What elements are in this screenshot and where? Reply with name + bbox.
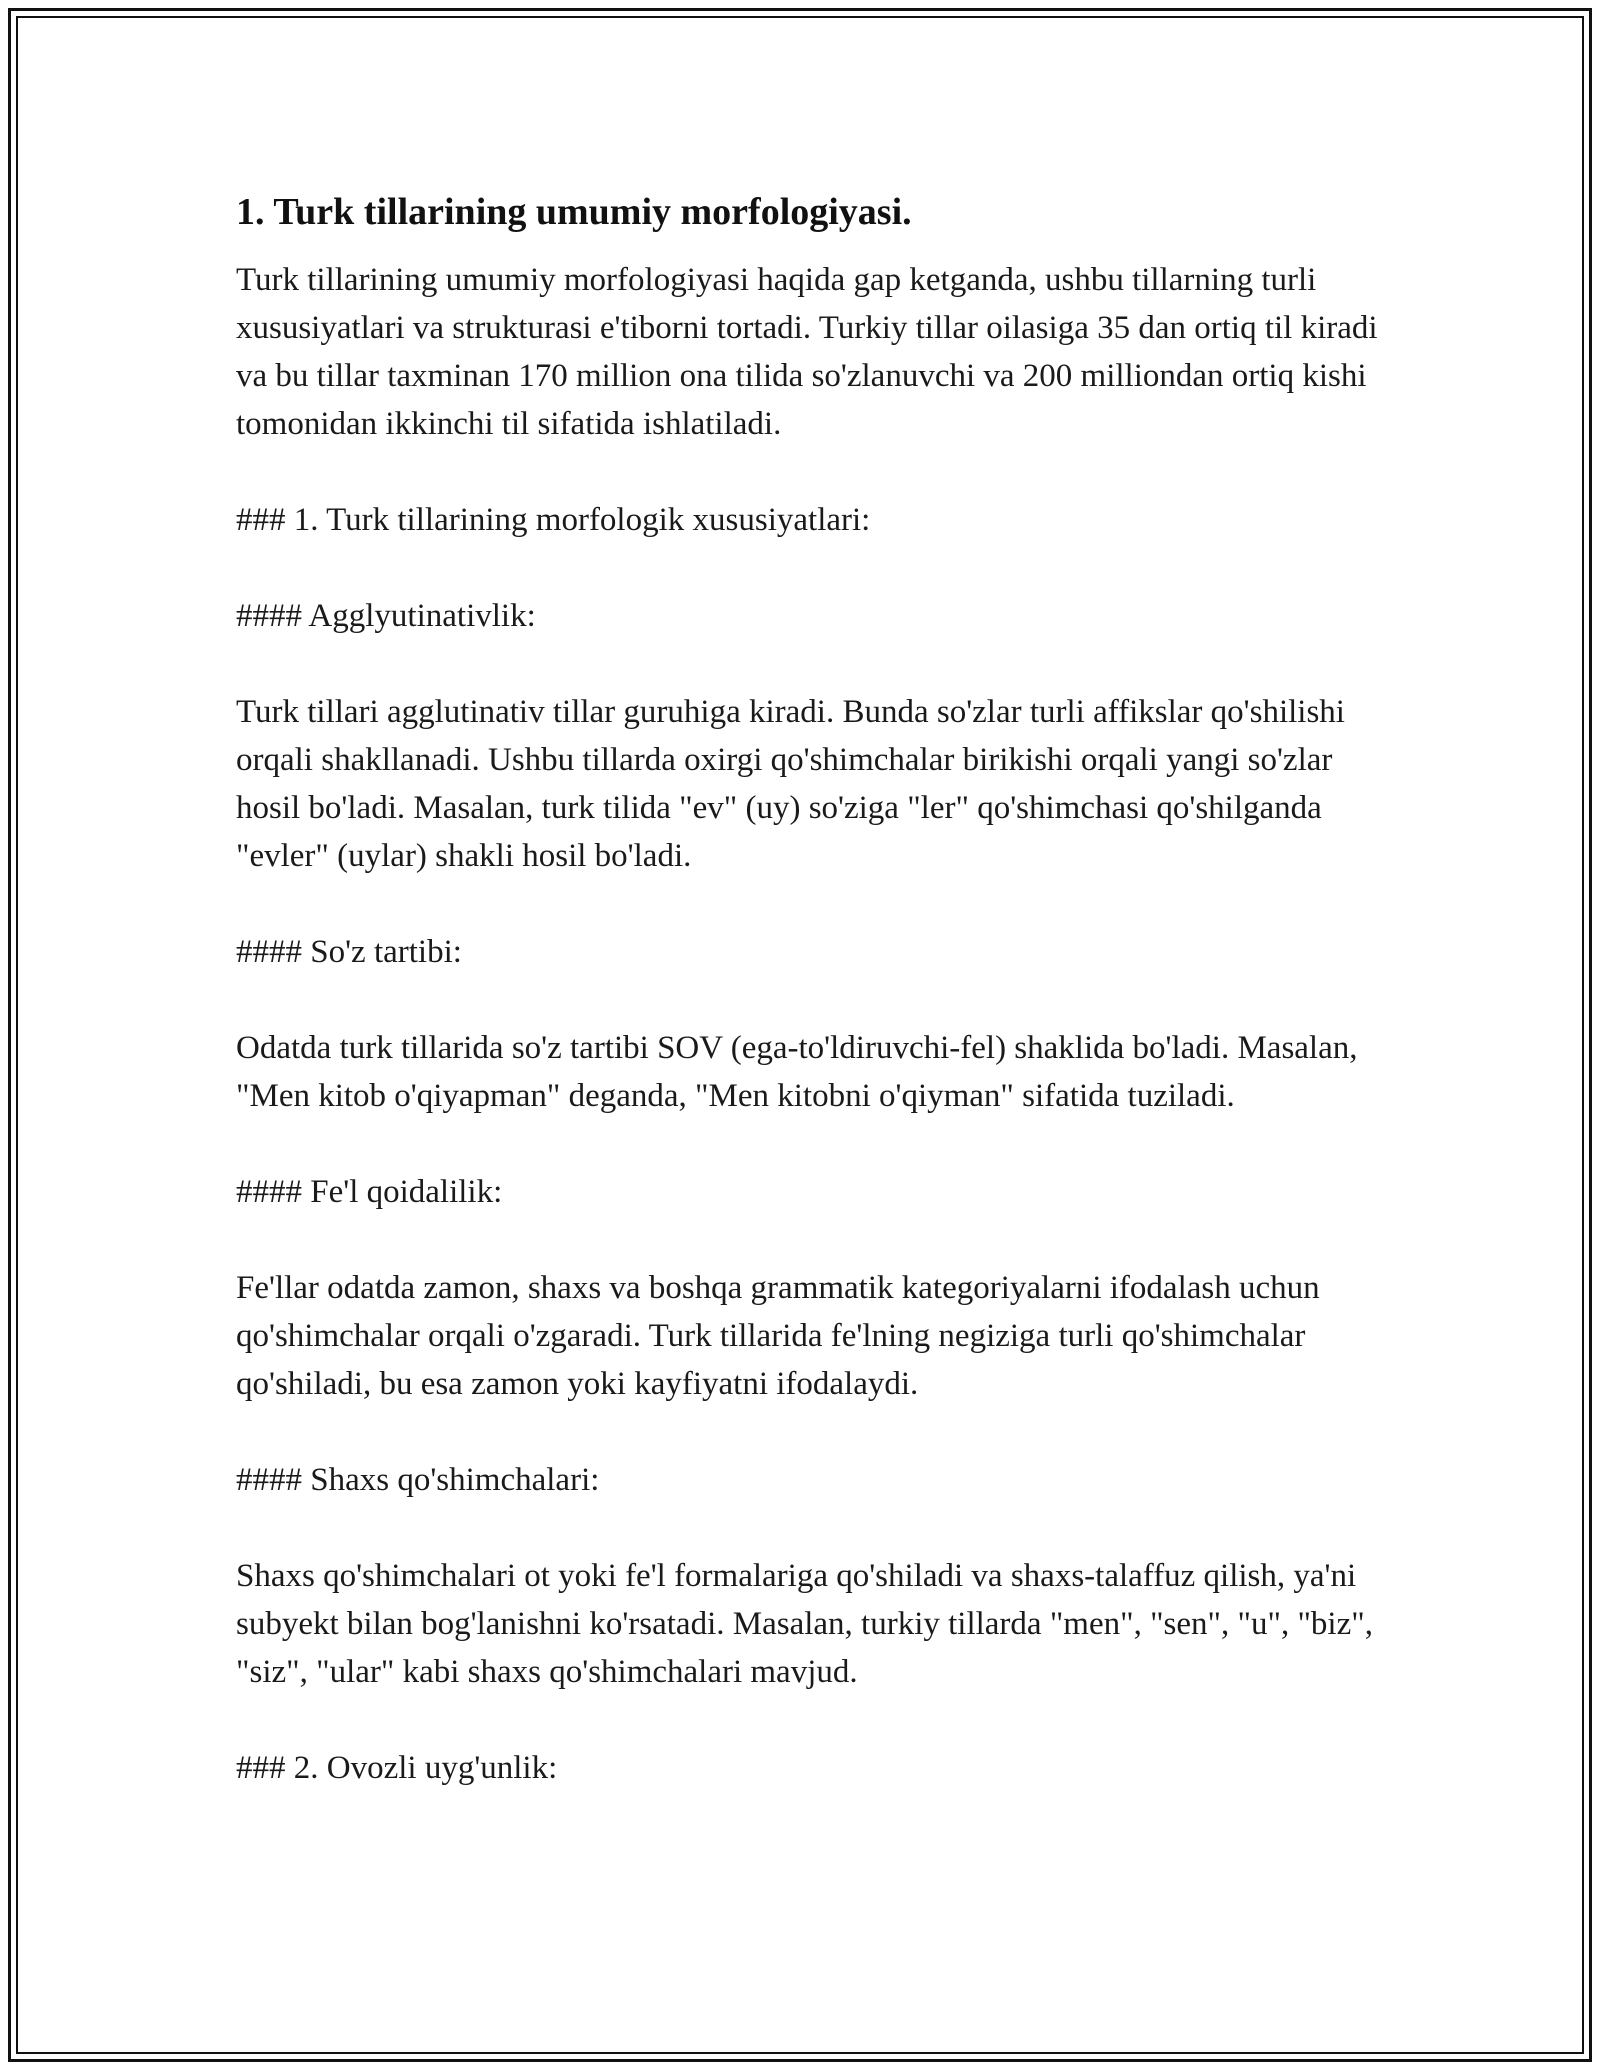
intro-paragraph: Turk tillarining umumiy morfologiyasi haqida gap ketganda, ushbu tillarning turli xususiyatlari va strukturasi e'tiborni tortadi. Turkiy tillar oilasiga 35 dan ortiq til kiradi va bu tillar taxminan 170 million ona tilida so'zlanuvchi va 200 milliondan ortiq kishi tomonidan ikkinchi til sifatida ishlatiladi.: [236, 262, 1378, 442]
subsection-agglutination-text: Turk tillari agglutinativ tillar guruhiga kiradi. Bunda so'zlar turli affikslar qo'shilishi orqali shakllanadi. Ushbu tillarda oxirgi qo'shimchalar birikishi orqali yangi so'zlar hosil bo'ladi. Masalan, turk tilida "ev" (uy) so'ziga "ler" qo'shimchasi qo'shilganda "evler" (uylar) shakli hosil bo'ladi.: [236, 694, 1345, 874]
subsection-verb-rules-heading: #### Fe'l qoidalilik:: [236, 1174, 503, 1210]
document-body: [236, 188, 1386, 1792]
section-2-heading: ### 2. Ovozli uyg'unlik:: [236, 1750, 558, 1786]
document-title: 1. Turk tillarining umumiy morfologiyasi.: [236, 191, 912, 233]
subsection-word-order-heading: #### So'z tartibi:: [236, 934, 462, 970]
section-1-heading: ### 1. Turk tillarining morfologik xususiyatlari:: [236, 502, 871, 538]
subsection-person-suffixes-text: Shaxs qo'shimchalari ot yoki fe'l formalariga qo'shiladi va shaxs-talaffuz qilish, ya'ni subyekt bilan bog'lanishni ko'rsatadi. Masalan, turkiy tillarda "men", "sen", "u", "biz", "siz", "ular" kabi shaxs qo'shimchalari mavjud.: [236, 1558, 1373, 1690]
subsection-verb-rules-text: Fe'llar odatda zamon, shaxs va boshqa grammatik kategoriyalarni ifodalash uchun qo'shimchalar orqali o'zgaradi. Turk tillarida fe'lning negiziga turli qo'shimchalar qo'shiladi, bu esa zamon yoki kayfiyatni ifodalaydi.: [236, 1270, 1320, 1402]
subsection-word-order-text: Odatda turk tillarida so'z tartibi SOV (ega-to'ldiruvchi-fel) shaklida bo'ladi. Masalan, "Men kitob o'qiyapman" deganda, "Men kitobni o'qiyman" sifatida tuziladi.: [236, 1030, 1358, 1114]
subsection-agglutination-heading: #### Agglyutinativlik:: [236, 598, 536, 634]
subsection-person-suffixes-heading: #### Shaxs qo'shimchalari:: [236, 1462, 600, 1498]
